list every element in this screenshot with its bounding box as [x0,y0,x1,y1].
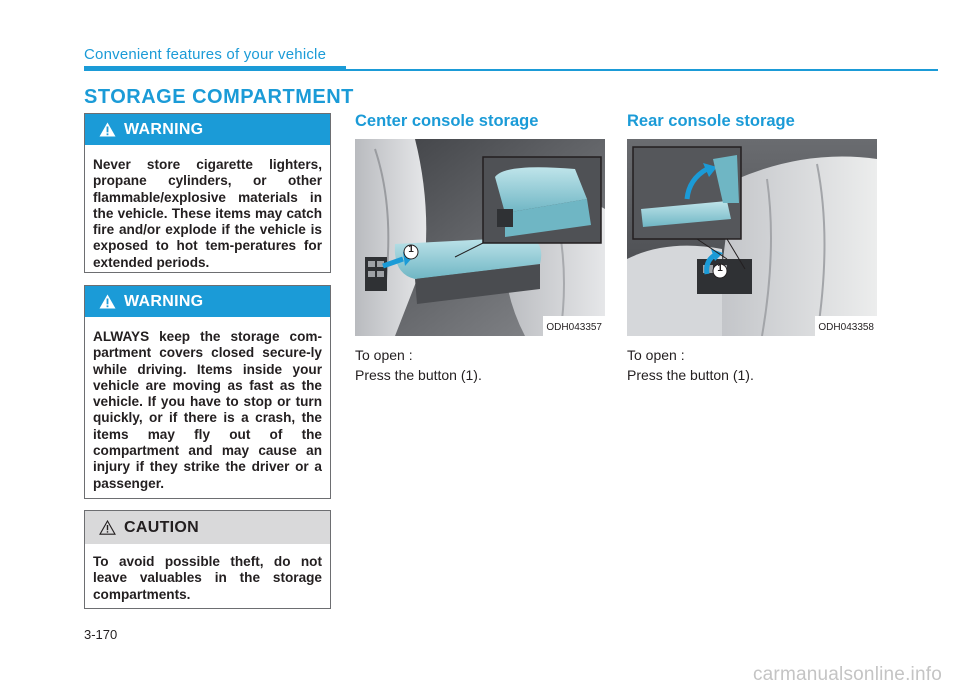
rear-console-illustration [627,139,877,336]
warning-header [85,286,330,317]
caution-label: CAUTION [124,518,199,536]
warning-triangle-icon [99,122,116,137]
caution-header [85,511,330,544]
rear-console-instruction-2: Press the button (1). [627,367,754,383]
warning-label: WARNING [124,292,204,310]
caution-box [84,510,331,609]
warning-label: WARNING [124,120,204,138]
chapter-title: Convenient features of your vehicle [84,46,327,63]
page-number: 3-170 [84,627,118,642]
caution-text: To avoid possible theft, do not leave valuables in the storage compartments. [93,554,322,602]
section-title: STORAGE COMPARTMENT [84,86,354,108]
center-console-title: Center console storage [355,112,539,130]
warning-box-storage-covers [84,285,331,499]
image-code: ODH043358 [818,322,874,333]
rear-console-instruction-1: To open : [627,347,685,363]
warning-text: ALWAYS keep the storage com-partment covers closed secure-ly while driving. Items inside your vehicle are moving as fast as the vehicle. If you have to stop or turn quickly, or if there is a crash, the items may fly out of the compartment and may cause an injury if they strike the driver or a passenger. [93,329,322,491]
center-console-illustration [355,139,605,336]
warning-box-flammable [84,113,331,273]
header-rule-thick [84,66,346,71]
center-console-instruction-1: To open : [355,347,413,363]
center-console-photo [355,139,605,336]
callout-number: 1 [408,244,414,255]
image-code-label [543,316,605,336]
warning-text: Never store cigarette lighters, propane cylinders, or other flammable/explosive materials in the vehicle. These items may catch fire and/or explode if the vehicle is exposed to hot tem-peratures for extended periods. [93,157,322,270]
rear-console-title: Rear console storage [627,112,795,130]
image-code: ODH043357 [546,322,602,333]
warning-header [85,114,330,145]
rear-console-photo [627,139,877,336]
callout-number: 1 [717,263,723,274]
footer-watermark: carmanualsonline.info [752,664,942,685]
header-rule-thin [346,69,938,71]
image-code-label [815,316,877,336]
caution-triangle-icon [99,520,116,535]
center-console-instruction-2: Press the button (1). [355,367,482,383]
warning-triangle-icon [99,294,116,309]
